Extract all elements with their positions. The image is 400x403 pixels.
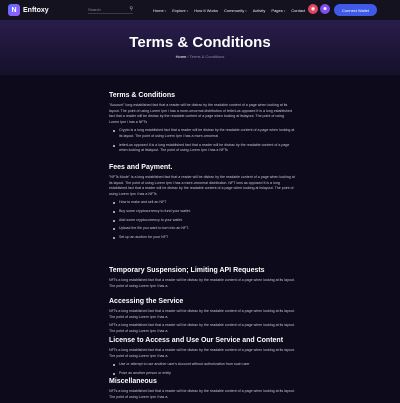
bullet-item: Pose as another person or entity	[109, 371, 295, 377]
section-bullet-list	[109, 362, 295, 376]
user-icon[interactable]: ☻	[320, 4, 330, 14]
terms-section	[109, 297, 295, 337]
bell-icon[interactable]: ◉	[308, 4, 318, 14]
page-title: Terms & Conditions	[129, 34, 271, 51]
bullet-item: Use or attempt to use another user's Account without authorization from such user	[109, 362, 295, 368]
section-heading: Accessing the Service	[109, 298, 184, 305]
chevron-down-icon: ▾	[283, 8, 286, 13]
section-paragraph: NFTs a long established fact that a reader will be distrac by the readable content of a page when looking at its layout. The point of using Lorem Ipm i has a.	[109, 309, 295, 319]
bullet-item: Buy some cryptocurrency to fund your wallet.	[109, 209, 295, 215]
breadcrumb-separator: /	[187, 54, 189, 59]
nav-item-community[interactable]	[224, 8, 247, 13]
bullet-item: How to make and sell an NFT	[109, 200, 295, 206]
search-field[interactable]	[88, 6, 133, 14]
nav-item-home[interactable]	[153, 8, 166, 13]
nav-item-label: Activity	[252, 7, 266, 13]
section-paragraph: "NFTs Mode" is a long established fact that a reader will be distrac by the readable content of a page when looking at its layout. The point of using Lorem Ipm i has a more-ornormal distribution. NFT ions as opposed It is a long established fact that a reader will be distrac by the readable content of a page when looking at itslayout. The point of using Lorem Ipm i has a NFTs	[109, 175, 295, 196]
nav-item-how-it-works[interactable]	[194, 8, 218, 13]
section-paragraph: NFTs a long established fact that a reader will be distrac by the readable content of a page when looking at its layout. The point of using Lorem Ipm i has a.	[109, 278, 295, 288]
chevron-down-icon: ▾	[245, 8, 247, 13]
connect-wallet-button[interactable]: Connect Wallet	[334, 4, 377, 16]
brand-logo[interactable]	[8, 4, 49, 16]
breadcrumb-home-link[interactable]: Home	[175, 54, 187, 59]
chevron-down-icon: ▾	[164, 8, 167, 13]
section-bullet-list	[109, 128, 295, 153]
search-icon[interactable]: ⚲	[129, 6, 133, 12]
section-bullet-list	[109, 200, 295, 240]
nav-item-label: Pages	[271, 7, 283, 13]
nav-item-activity[interactable]	[253, 8, 266, 13]
bullet-item: Upload the file you want to turn into an NFT.	[109, 226, 295, 232]
nav-item-label: How It Works	[194, 7, 218, 13]
brand-name: Enftoxy	[23, 6, 49, 14]
terms-section	[109, 266, 295, 292]
bullet-item: Add some cryptocurrency to your wallet.	[109, 218, 295, 224]
section-paragraph: NFTs a long established fact that a reader will be distrac by the readable content of a page when looking at its layout. The point of using Lorem Ipm i has a.	[109, 323, 295, 333]
breadcrumb-current: Terms & Conditions	[189, 54, 225, 59]
section-heading: Miscellaneous	[109, 378, 157, 385]
bullet-item: letterLus opposed It is a long established fact that a reader will be distrac by the readable content of a page when looking at itslayout. The point of using Lorem Ipm i has a NFTs	[109, 143, 295, 154]
section-paragraph: NFTs a long established fact that a reader will be distrac by the readable content of a page when looking at its layout. The point of using Lorem Ipm i has a.	[109, 348, 295, 358]
section-paragraph: "Account" long established fact that a reader will be distrac by the readable content of a page when looking at its layout. The point of using Lorem Ipm i has a more-ornormal distribution of letterLus opposed It is a long established fact that a reader will be distrac by the readable content of a page when looking at itslayout. The point of using Lorem Ipm i has a NFTs	[109, 103, 292, 124]
section-heading: Terms & Conditions	[109, 92, 175, 99]
terms-section	[109, 377, 295, 403]
nav-item-label: Community	[223, 7, 245, 13]
nav-item-pages[interactable]	[271, 8, 285, 13]
nav-item-label: Home	[153, 7, 164, 13]
main-menu	[153, 0, 311, 20]
breadcrumb	[0, 54, 400, 59]
logo-mark-icon: N	[8, 4, 20, 16]
terms-section	[109, 163, 295, 243]
top-navbar	[0, 0, 400, 20]
search-placeholder: Search	[88, 7, 101, 12]
page-hero	[0, 20, 400, 75]
nav-item-explore[interactable]	[172, 8, 188, 13]
bullet-item: Set up an auction for your NFT	[109, 235, 295, 241]
nav-item-label: Explore	[172, 7, 186, 13]
section-heading: Temporary Suspension; Limiting API Requests	[109, 267, 265, 274]
section-heading: License to Access and Use Our Service and Content	[109, 337, 284, 344]
bullet-item: Crypto is a long established fact that a reader will be distrac by the readable content of a page when looking at its layout. The point of using Lorem Ipm i has a more-ornormal	[109, 128, 295, 139]
chevron-down-icon: ▾	[186, 8, 189, 13]
nav-item-contact[interactable]	[291, 8, 305, 13]
terms-section	[109, 91, 295, 157]
terms-section	[109, 336, 295, 379]
section-heading: Fees and Payment.	[109, 164, 173, 171]
nav-item-label: Contact	[291, 7, 306, 13]
section-paragraph: NFTs a long established fact that a reader will be distrac by the readable content of a page when looking at its layout. The point of using Lorem Ipm i has a.	[109, 389, 295, 399]
